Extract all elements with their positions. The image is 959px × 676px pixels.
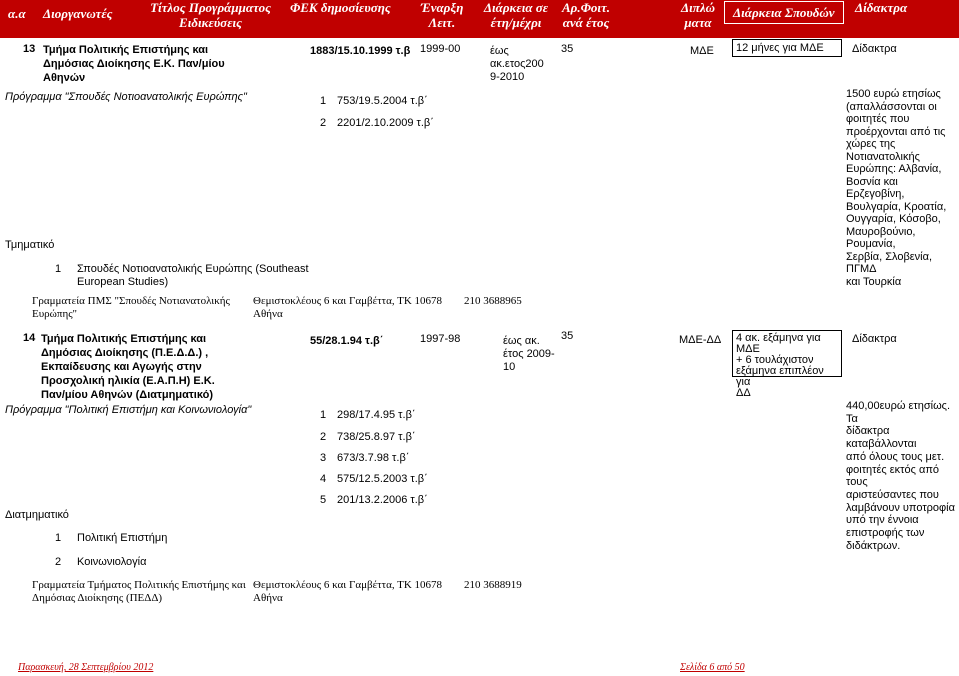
- specialization-name: Κοινωνιολογία: [77, 556, 147, 568]
- program-type: Τμηματικό: [5, 239, 55, 251]
- entry-study-duration: 12 μήνες για ΜΔΕ: [736, 42, 824, 54]
- program-fek-num: 1: [320, 409, 327, 421]
- program-fek-num: 3: [320, 452, 327, 464]
- entry-number: 14: [23, 332, 36, 344]
- header-title: Τίτλος Προγράμματος Ειδικεύσεις: [150, 0, 271, 30]
- specialization-name: Σπουδές Νοτιοανατολικής Ευρώπης (Southeast European Studies): [77, 263, 309, 288]
- program-fek-num: 4: [320, 473, 327, 485]
- entry-students: 35: [561, 43, 574, 55]
- header-start: Έναρξη Λειτ.: [420, 0, 464, 30]
- entry-diploma: ΜΔΕ: [690, 45, 714, 57]
- entry-duration: έως ακ.ετος200 9-2010: [490, 45, 544, 83]
- program-fek-value: 2201/2.10.2009 τ.β΄: [337, 117, 434, 129]
- program-fek-num: 5: [320, 494, 327, 506]
- specialization-name: Πολιτική Επιστήμη: [77, 532, 168, 544]
- header-diploma: Διπλώ ματα: [680, 0, 716, 30]
- specialization-num: 1: [55, 263, 62, 275]
- fees-note: 440,00ευρώ ετησίως. Τα δίδακτρα καταβάλλονται από όλους τους μετ. φοιτητές εκτός από τους αριστεύσαντες που λαμβάνουν υποτροφία υπό την έννοια επιστροφής των διδάκτρων.: [846, 400, 955, 552]
- fees-note: 1500 ευρώ ετησίως (απαλλάσσονται οι φοιτητές που προέρχονται από τις χώρες της Νοτιανατολικής Ευρώπης: Αλβανία, Βοσνία και Ερζεγοβίνη, Βουλγαρία, Κροατία, Ουγγαρία, Κόσοβο, Μαυροβούνιο, Ρουμανία, Σερβία, Σλοβενία, ΠΓΜΔ και Τουρκία: [846, 88, 947, 288]
- program-fek-value: 575/12.5.2003 τ.β΄: [337, 473, 428, 485]
- entry-number: 13: [23, 43, 36, 55]
- program-fek-value: 753/19.5.2004 τ.β΄: [337, 95, 428, 107]
- program-fek-value: 738/25.8.97 τ.β΄: [337, 431, 416, 443]
- program-fek-num: 2: [320, 117, 327, 129]
- entry-study-duration: 4 ακ. εξάμηνα για ΜΔΕ + 6 τουλάχιστον εξάμηνα επιπλέον για ΔΔ: [736, 332, 824, 399]
- program-fek-num: 2: [320, 431, 327, 443]
- program-type: Διατμηματικό: [5, 509, 69, 521]
- address: Θεμιστοκλέους 6 και Γαμβέττα, ΤΚ 10678 Αθήνα: [253, 579, 443, 604]
- entry-fek: 55/28.1.94 τ.β΄: [310, 335, 384, 347]
- phone: 210 3688965: [464, 295, 522, 307]
- secretariat: Γραμματεία Τμήματος Πολιτικής Επιστήμης και Δημόσιας Διοίκησης (ΠΕΔΔ): [32, 579, 246, 604]
- header-study-duration: Διάρκεια Σπουδών: [724, 1, 844, 24]
- specialization-num: 2: [55, 556, 62, 568]
- header-fees: Δίδακτρα: [855, 0, 908, 15]
- entry-organizer: Τμήμα Πολιτικής Επιστήμης και Δημόσιας Διοίκησης (Π.Ε.Δ.Δ.) , Εκπαίδευσης και Αγωγής στην Προσχολική ηλικία (Ε.Α.Π.Η) Ε.Κ. Παν/μίου Αθηνών (Διατμηματικό): [41, 333, 215, 401]
- entry-start: 1999-00: [420, 43, 461, 55]
- entry-diploma: ΜΔΕ-ΔΔ: [679, 334, 722, 346]
- program-title: Πρόγραμμα "Σπουδές Νοτιοανατολικής Ευρώπης": [5, 91, 247, 103]
- program-fek-value: 673/3.7.98 τ.β΄: [337, 452, 410, 464]
- entry-duration: έως ακ. έτος 2009- 10: [503, 335, 555, 373]
- entry-organizer: Τμήμα Πολιτικής Επιστήμης και Δημόσιας Διοίκησης Ε.Κ. Παν/μίου Αθηνών: [43, 44, 225, 84]
- header-students: Αρ.Φοιτ. ανά έτος: [561, 0, 610, 30]
- entry-study-duration-box: [732, 39, 842, 57]
- table-header: [0, 0, 959, 38]
- header-aa: α.α: [8, 6, 26, 21]
- entry-students: 35: [561, 330, 574, 342]
- phone: 210 3688919: [464, 579, 522, 591]
- footer-page: Σελίδα 6 από 50: [680, 662, 745, 673]
- entry-fek: 1883/15.10.1999 τ.β: [310, 45, 411, 57]
- address: Θεμιστοκλέους 6 και Γαμβέττα, ΤΚ 10678 Αθήνα: [253, 295, 443, 320]
- entry-fees: Δίδακτρα: [852, 43, 897, 55]
- footer-date: Παρασκευή, 28 Σεπτεμβρίου 2012: [18, 662, 154, 673]
- program-fek-value: 201/13.2.2006 τ.β΄: [337, 494, 428, 506]
- specialization-num: 1: [55, 532, 62, 544]
- entry-study-duration-box: [732, 330, 842, 399]
- header-fek: ΦΕΚ δημοσίευσης: [290, 0, 391, 15]
- entry-start: 1997-98: [420, 333, 461, 345]
- program-title: Πρόγραμμα "Πολιτική Επιστήμη και Κοινωνιολογία": [5, 404, 252, 416]
- entry-fees: Δίδακτρα: [852, 333, 897, 345]
- program-fek-num: 1: [320, 95, 327, 107]
- program-fek-value: 298/17.4.95 τ.β΄: [337, 409, 416, 421]
- secretariat: Γραμματεία ΠΜΣ "Σπουδές Νοτιανατολικής Ευρώπης": [32, 295, 230, 320]
- header-organizers: Διοργανωτές: [43, 6, 113, 21]
- header-duration: Διάρκεια σε έτη/μέχρι: [483, 0, 549, 30]
